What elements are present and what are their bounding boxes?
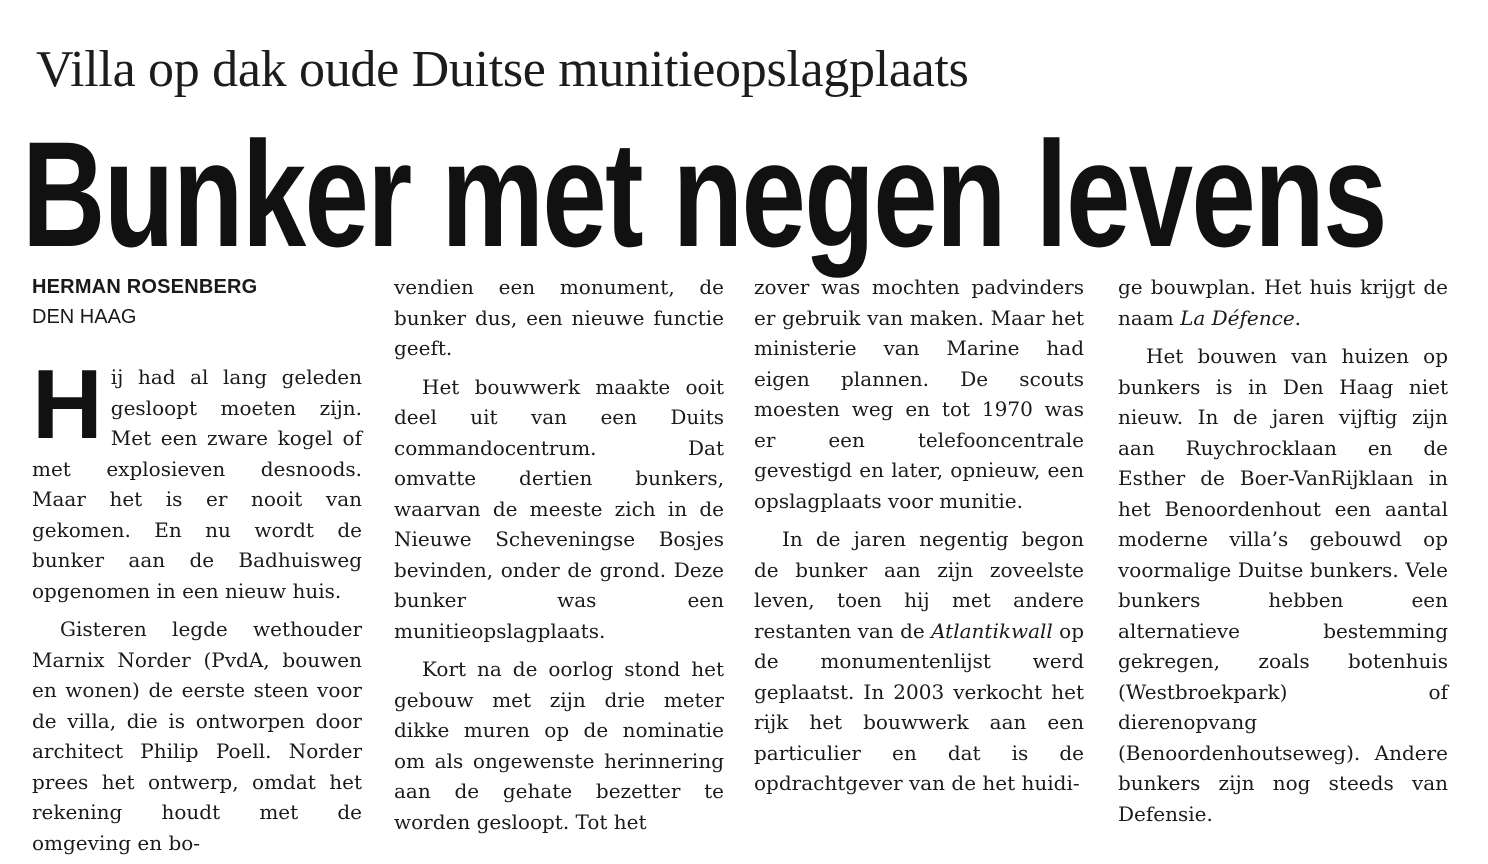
article-column-3	[754, 272, 1084, 799]
byline-author: HERMAN ROSENBERG	[32, 276, 258, 298]
headline	[22, 110, 1462, 278]
paragraph-5-cont-text: ge bouwplan. Het huis krijgt de naam	[1118, 275, 1448, 330]
article-paragraph-4-continued: zover was mochten padvinders er gebruik van maken. Maar het ministerie van Marine had eigen plannen. De scouts moesten weg en tot 1970 was er een telefooncentrale gevestigd en later, opnieuw, een opslagplaats voor munitie.	[754, 275, 1084, 513]
article-column-4	[1118, 272, 1448, 829]
house-name: La Défence	[1180, 305, 1295, 330]
kicker-subheadline: Villa op dak oude Duitse munitieopslagplaats	[36, 41, 969, 98]
article-paragraph-5-continued	[1118, 272, 1448, 333]
drop-cap: H	[32, 349, 103, 459]
article-paragraph-2-continued: vendien een monument, de bunker dus, een nieuwe functie geeft.	[394, 275, 724, 360]
paragraph-1-text: ij had al lang geleden gesloopt moeten zijn. Met een zware kogel of met explosieven desnoods. Maar het is er nooit van gekomen. En nu wordt de bunker aan de Badhuisweg opgenomen in een nieuw huis.	[32, 365, 362, 603]
paragraph-5-text-a: In de jaren negentig begon de bunker aan zijn zoveelste leven, toen hij met andere restanten van de	[754, 527, 1084, 643]
article-paragraph-5	[754, 524, 1084, 799]
article-column-2	[394, 272, 724, 837]
paragraph-5-text-b: op de monumentenlijst werd geplaatst. In 2003 verkocht het rijk het bouwwerk aan een particulier en dat is de opdrachtgever van de het huidi-	[754, 618, 1084, 795]
atlantikwall-term: Atlantikwall	[931, 618, 1053, 643]
paragraph-5-end: .	[1294, 305, 1302, 330]
article-paragraph-6: Het bouwen van huizen op bunkers is in Den Haag niet nieuw. In de jaren vijftig zijn aan Ruychrocklaan en de Esther de Boer-VanRijklaan in het Benoordenhout een aantal moderne villa’s gebouwd op voormalige Duitse bunkers. Vele bunkers hebben een alternatieve bestemming gekregen, zoals botenhuis (Westbroekpark) of dierenopvang (Benoordenhoutseweg). Andere bunkers zijn nog steeds van Defensie.	[1118, 344, 1448, 826]
article-paragraph-2: Gisteren legde wethouder Marnix Norder (PvdA, bouwen en wonen) de eerste steen voor de villa, die is ontworpen door architect Philip Poell. Norder prees het ontwerp, omdat het rekening houdt met de omgeving en bo-	[32, 617, 362, 855]
headline-text: Bunker met negen levens	[22, 110, 1386, 278]
article-paragraph-4: Kort na de oorlog stond het gebouw met zijn drie meter dikke muren op de nominatie om als ongewenste herinnering aan de gehate bezetter te worden gesloopt. Tot het	[394, 657, 724, 834]
article-paragraph-1	[32, 349, 362, 606]
article-paragraph-3: Het bouwwerk maakte ooit deel uit van een Duits commandocentrum. Dat omvatte dertien bunkers, waarvan de meeste zich in de Nieuwe Scheveningse Bosjes bevinden, onder de grond. Deze bunker was een munitieopslagplaats.	[394, 374, 724, 643]
byline-dateline: DEN HAAG	[32, 306, 137, 328]
article-column-1	[32, 272, 362, 858]
